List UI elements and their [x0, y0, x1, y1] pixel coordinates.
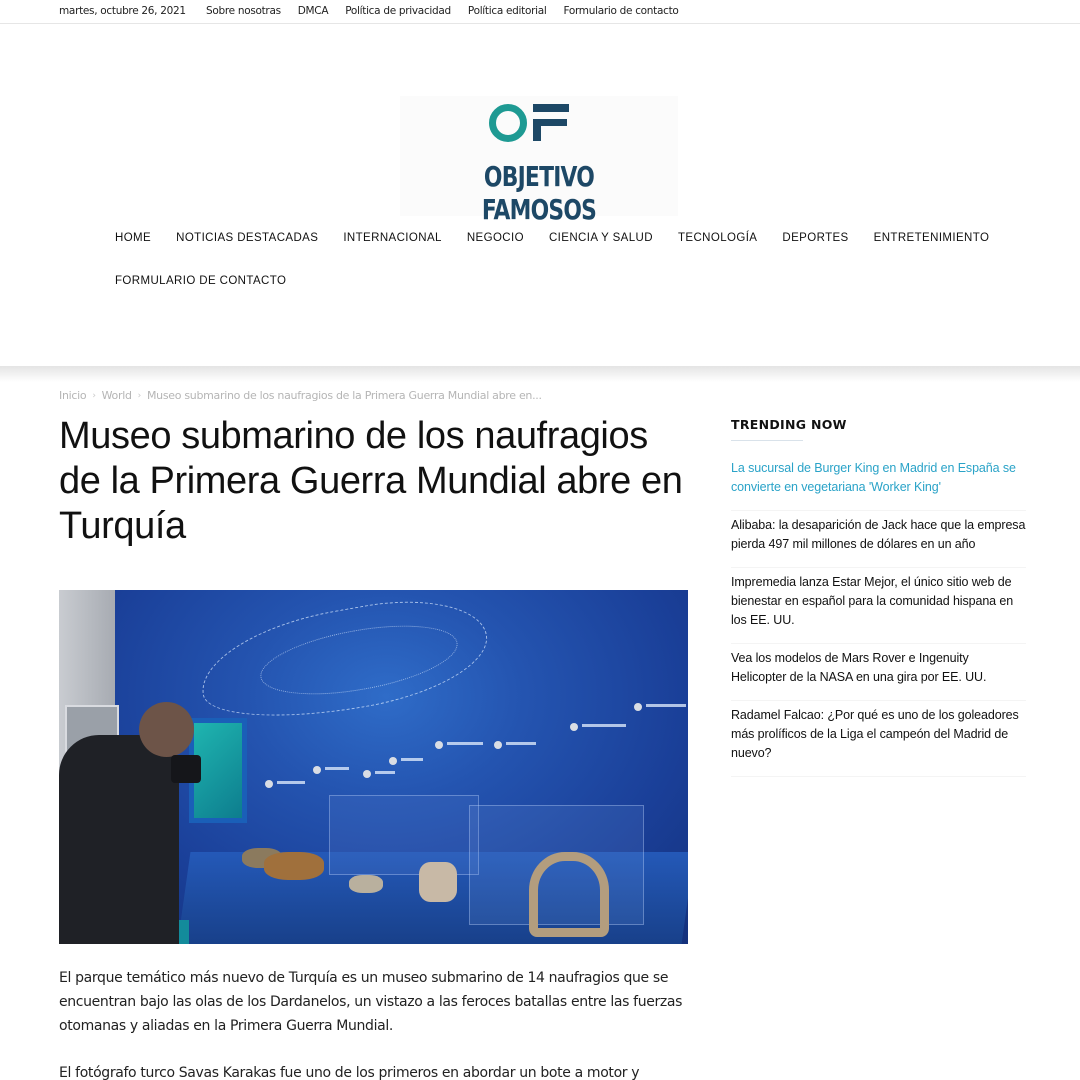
nav-entretenimiento[interactable]: ENTRETENIMIENTO: [873, 232, 990, 244]
article-title: Museo submarino de los naufragios de la Primera Guerra Mundial abre en Turquía: [59, 415, 683, 547]
heading-underline: [731, 440, 803, 441]
image-label-line: [325, 767, 349, 770]
camera-icon: [171, 755, 201, 783]
trending-list: [731, 459, 1026, 777]
image-label-line: [506, 742, 536, 745]
image-label-dot: [313, 766, 321, 774]
trending-sidebar: [731, 417, 1026, 782]
article-body: [59, 966, 699, 1080]
image-label-dot: [494, 741, 502, 749]
nav-formulario-de-contacto[interactable]: FORMULARIO DE CONTACTO: [115, 275, 287, 287]
nav-row-1: [115, 232, 995, 246]
image-label-line: [375, 771, 395, 774]
logo-f-bar: [533, 119, 567, 126]
nav-row-2: [115, 275, 286, 289]
trending-item[interactable]: Vea los modelos de Mars Rover e Ingenuity Helicopter de la NASA en una gira por EE. UU.: [731, 649, 1026, 701]
image-label-dot: [570, 723, 578, 731]
top-bar: [0, 0, 1080, 24]
nav-internacional[interactable]: INTERNACIONAL: [343, 232, 442, 244]
logo-o-icon: [489, 104, 527, 142]
link-politica-editorial[interactable]: Política editorial: [467, 5, 547, 17]
image-artifact: [264, 852, 324, 880]
trending-heading: TRENDING NOW: [731, 417, 847, 432]
logo-f-icon: [533, 104, 569, 112]
trending-item[interactable]: Impremedia lanza Estar Mejor, el único sitio web de bienestar en español para la comunidad hispana en los EE. UU.: [731, 573, 1026, 644]
article-paragraph: El fotógrafo turco Savas Karakas fue uno de los primeros en abordar un bote a motor y: [59, 1065, 640, 1080]
breadcrumb-current: Museo submarino de los naufragios de la Primera Guerra Mundial abre en...: [146, 389, 542, 402]
image-label-dot: [435, 741, 443, 749]
featured-image[interactable]: [59, 590, 688, 944]
nav-tecnologia[interactable]: TECNOLOGÍA: [677, 232, 758, 244]
breadcrumb-world[interactable]: World: [101, 389, 132, 402]
main-nav: [115, 232, 995, 287]
image-label-dot: [389, 757, 397, 765]
image-artifact: [349, 875, 383, 893]
image-label-dot: [634, 703, 642, 711]
nav-noticias-destacadas[interactable]: NOTICIAS DESTACADAS: [176, 232, 319, 244]
link-formulario-contacto[interactable]: Formulario de contacto: [563, 5, 679, 17]
image-label-line: [401, 758, 423, 761]
image-photographer: [59, 735, 179, 944]
nav-deportes[interactable]: DEPORTES: [782, 232, 849, 244]
image-label-line: [646, 704, 686, 707]
link-sobre-nosotras[interactable]: Sobre nosotras: [206, 5, 281, 17]
link-politica-privacidad[interactable]: Política de privacidad: [345, 5, 451, 17]
image-label-dot: [363, 770, 371, 778]
breadcrumb-separator-icon: ›: [92, 391, 96, 401]
image-photographer-head: [139, 702, 194, 757]
header-shadow: [0, 366, 1080, 382]
image-label-line: [447, 742, 483, 745]
site-logo[interactable]: [400, 96, 678, 226]
image-label-dot: [265, 780, 273, 788]
nav-home[interactable]: HOME: [115, 232, 152, 244]
trending-item[interactable]: Radamel Falcao: ¿Por qué es uno de los goleadores más prolíficos de la Liga el campeón del Madrid de nuevo?: [731, 706, 1026, 777]
breadcrumb-inicio[interactable]: Inicio: [59, 389, 87, 402]
link-dmca[interactable]: DMCA: [297, 5, 329, 17]
breadcrumb-separator-icon: ›: [137, 391, 141, 401]
image-label-line: [277, 781, 305, 784]
nav-ciencia-y-salud[interactable]: CIENCIA Y SALUD: [548, 232, 653, 244]
image-artifact: [419, 862, 457, 902]
trending-item[interactable]: La sucursal de Burger King en Madrid en España se convierte en vegetariana 'Worker King': [731, 459, 1026, 511]
image-label-line: [582, 724, 626, 727]
breadcrumb: [59, 389, 542, 403]
trending-item[interactable]: Alibaba: la desaparición de Jack hace que la empresa pierda 497 mil millones de dólares en un año: [731, 516, 1026, 568]
article-paragraph: El parque temático más nuevo de Turquía es un museo submarino de 14 naufragios que se encuentran bajo las olas de los Dardanelos, un vistazo a las feroces batallas entre las fuerzas otomanas y aliadas en la Primera Guerra Mundial.: [59, 970, 683, 1034]
image-anchor-artifact: [529, 852, 609, 937]
current-date: martes, octubre 26, 2021: [59, 5, 186, 17]
top-links: [206, 5, 679, 17]
image-glass-case: [329, 795, 479, 875]
logo-text: OBJETIVO FAMOSOS: [481, 160, 597, 226]
nav-negocio[interactable]: NEGOCIO: [466, 232, 524, 244]
